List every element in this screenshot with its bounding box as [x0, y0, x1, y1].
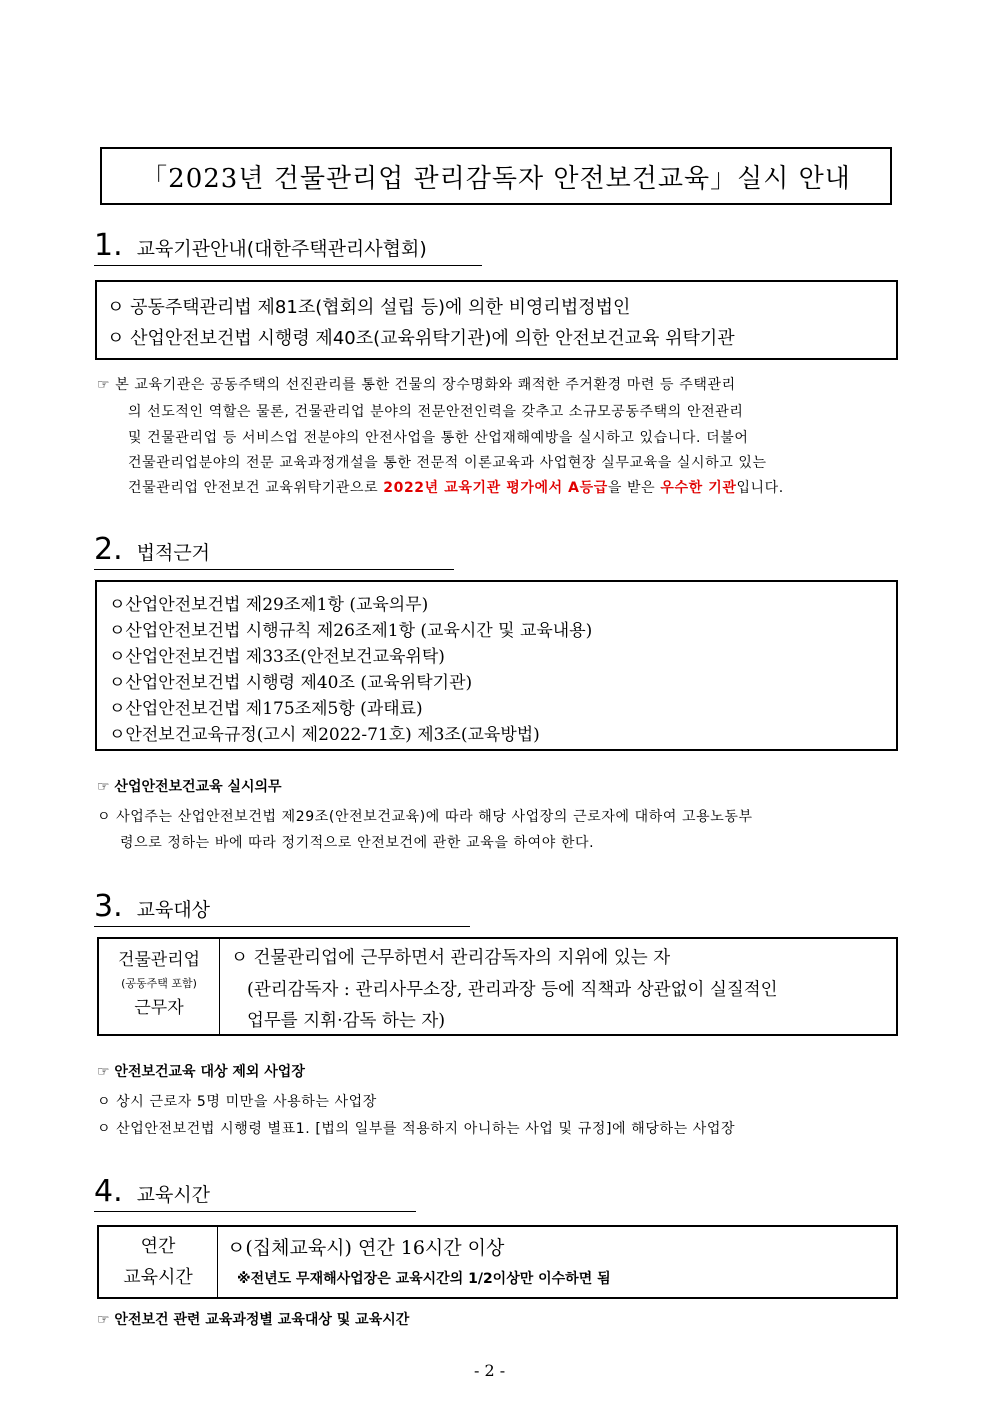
note-line: ㅇ 상시 근로자 5명 미만을 사용하는 사업장: [97, 1094, 377, 1110]
section-4-heading: 4. 교육시간: [94, 1174, 416, 1212]
note-line: ㅇ 산업안전보건법 시행령 별표1. [법의 일부를 적용하지 아니하는 사업 및 규정]에 해당하는 사업장: [97, 1121, 736, 1137]
highlight-grade: 2022년 교육기관 평가에서 A등급: [383, 480, 608, 496]
list-item: ㅇ산업안전보건법 제175조제5항 (과태료): [109, 699, 423, 719]
table-divider: [219, 939, 220, 1034]
section-4-table: [97, 1225, 898, 1299]
hours-note: ※전년도 무재해사업장은 교육시간의 1/2이상만 이수하면 됨: [237, 1271, 611, 1287]
target-label: 건물관리업 (공동주택 포함) 근무자: [117, 950, 201, 1018]
note-line-last: 건물관리업 안전보건 교육위탁기관으로 2022년 교육기관 평가에서 A등급을 받은 우수한 기관입니다.: [128, 480, 784, 496]
note-title: ☞ 산업안전보건교육 실시의무: [97, 779, 282, 795]
section-2-box: [95, 580, 898, 751]
section-1-box: [95, 280, 898, 360]
list-item: ㅇ산업안전보건법 시행규칙 제26조제1항 (교육시간 및 교육내용): [109, 621, 593, 641]
target-line: (관리감독자 : 관리사무소장, 관리과장 등에 직책과 상관없이 실질적인: [247, 980, 778, 1000]
document-title: 「2023년 건물관리업 관리감독자 안전보건교육」실시 안내: [100, 147, 892, 205]
note-line: 의 선도적인 역할은 물론, 건물관리업 분야의 전문안전인력을 갖추고 소규모공동주택의 안전관리: [128, 404, 744, 420]
note-line: 령으로 정하는 바에 따라 정기적으로 안전보건에 관한 교육을 하여야 한다.: [120, 835, 595, 851]
list-item: ㅇ 공동주택관리법 제81조(협회의 설립 등)에 의한 비영리법정법인: [107, 297, 631, 318]
list-item: ㅇ산업안전보건법 제29조제1항 (교육의무): [109, 595, 429, 615]
note-title: ☞ 안전보건교육 대상 제외 사업장: [97, 1064, 305, 1080]
section-1-heading: 1. 교육기관안내(대한주택관리사협회): [94, 228, 482, 266]
list-item: ㅇ 산업안전보건법 시행령 제40조(교육위탁기관)에 의한 안전보건교육 위탁기관: [107, 328, 735, 349]
list-item: ㅇ안전보건교육규정(고시 제2022-71호) 제3조(교육방법): [109, 725, 540, 745]
page-number: - 2 -: [474, 1361, 506, 1380]
target-line: 업무를 지휘·감독 하는 자): [247, 1011, 446, 1031]
section-3-table: [97, 937, 898, 1036]
highlight-excellent: 우수한 기관: [660, 480, 737, 496]
section-3-heading: 3. 교육대상: [94, 889, 470, 927]
list-item: ㅇ산업안전보건법 제33조(안전보건교육위탁): [109, 647, 445, 667]
table-divider: [217, 1227, 218, 1297]
hours-line: ㅇ(집체교육시) 연간 16시간 이상: [227, 1237, 505, 1259]
list-item: ㅇ산업안전보건법 시행령 제40조 (교육위탁기관): [109, 673, 473, 693]
note-line: ☞ 본 교육기관은 공동주택의 선진관리를 통한 건물의 장수명화와 쾌적한 주거환경 마련 등 주택관리: [97, 377, 736, 393]
note-line: ㅇ 사업주는 산업안전보건법 제29조(안전보건교육)에 따라 해당 사업장의 근로자에 대하여 고용노동부: [97, 809, 753, 825]
note-line: 및 건물관리업 등 서비스업 전분야의 안전사업을 통한 산업재해예방을 실시하고 있습니다. 더불어: [128, 430, 749, 446]
target-line: ㅇ 건물관리업에 근무하면서 관리감독자의 지위에 있는 자: [231, 948, 671, 968]
section-2-heading: 2. 법적근거: [94, 532, 454, 570]
note-title: ☞ 안전보건 관련 교육과정별 교육대상 및 교육시간: [97, 1312, 410, 1328]
note-line: 건물관리업분야의 전문 교육과정개설을 통한 전문적 이론교육과 사업현장 실무교육을 실시하고 있는: [128, 455, 767, 471]
hours-label: 연간 교육시간: [123, 1236, 193, 1288]
